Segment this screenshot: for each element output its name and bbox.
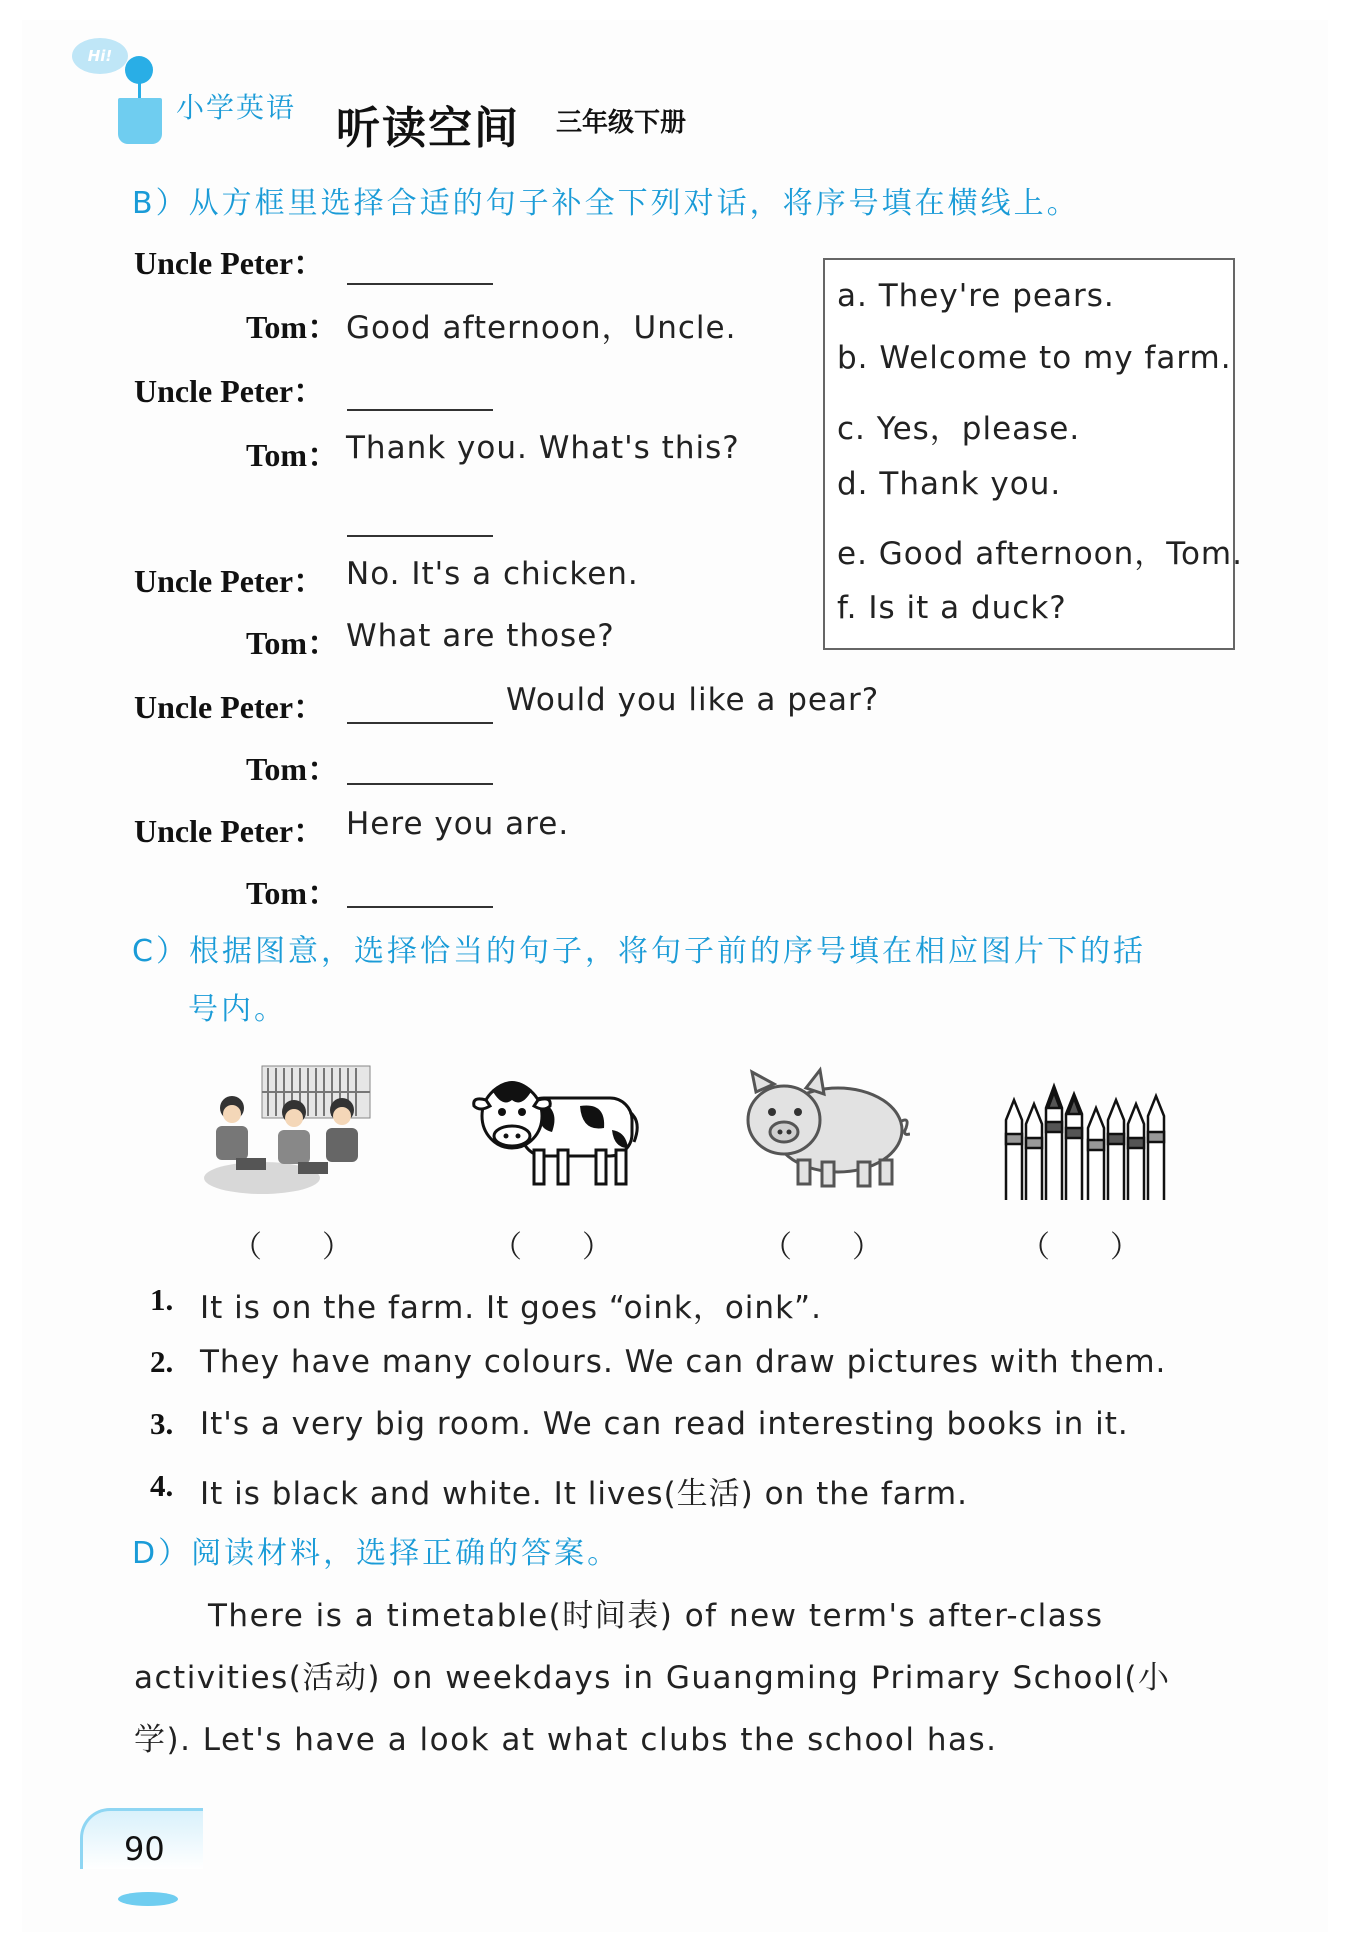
dialogue-speaker: Tom： [246, 751, 340, 787]
section-d-title: D）阅读材料，选择正确的答案。 [132, 1536, 621, 1571]
answer-parentheses[interactable]: （ ） [492, 1230, 612, 1265]
option-f: f. Is it a duck? [837, 590, 1067, 626]
options-box [823, 258, 1243, 650]
answer-blank[interactable] [347, 906, 493, 908]
section-b-title: B）从方框里选择合适的句子补全下列对话，将序号填在横线上。 [132, 186, 1080, 221]
hi-bubble-logo: Hi! [72, 38, 128, 74]
dialogue-line: No. It's a chicken. [346, 556, 639, 592]
answer-parentheses[interactable]: （ ） [762, 1230, 882, 1265]
dialogue-speaker: Uncle Peter： [134, 689, 326, 725]
section-c-title-cont: 号内。 [188, 992, 287, 1027]
option-c: c. Yes，please. [837, 411, 1081, 447]
answer-blank[interactable] [347, 535, 493, 537]
dialogue-speaker: Uncle Peter： [134, 813, 326, 849]
dialogue-line: Thank you. What's this? [346, 430, 740, 466]
page-number: 90 [124, 1830, 165, 1868]
pig-picture [740, 1050, 910, 1200]
item-number: 1. [150, 1282, 174, 1317]
answer-blank[interactable] [347, 409, 493, 411]
answer-parentheses[interactable]: （ ） [1020, 1230, 1140, 1265]
dialogue-line: Here you are. [346, 806, 570, 842]
answer-blank[interactable] [347, 783, 493, 785]
cow-picture [472, 1050, 642, 1200]
answer-blank[interactable] [347, 722, 493, 724]
option-b: b. Welcome to my farm. [837, 340, 1232, 376]
flower-pot-icon [118, 98, 162, 144]
answer-parentheses[interactable]: （ ） [232, 1230, 352, 1265]
paragraph-line: There is a timetable(时间表) of new term's after-class [208, 1598, 1104, 1634]
item-text: It is on the farm. It goes “oink，oink”. [200, 1290, 822, 1326]
dialogue-speaker: Uncle Peter： [134, 373, 326, 409]
library-picture [202, 1050, 372, 1200]
paragraph-line: activities(活动) on weekdays in Guangming Primary School(小 [134, 1660, 1171, 1696]
option-d: d. Thank you. [837, 466, 1062, 502]
dialogue-speaker: Uncle Peter： [134, 245, 326, 281]
dialogue-speaker: Tom： [246, 625, 340, 661]
dialogue-line: What are those? [346, 618, 615, 654]
section-c-title: C）根据图意，选择恰当的句子，将句子前的序号填在相应图片下的括 [132, 934, 1146, 969]
dialogue-speaker: Uncle Peter： [134, 563, 326, 599]
grade-label: 三年级下册 [556, 108, 687, 138]
series-name: 小学英语 [176, 91, 297, 124]
answer-blank[interactable] [347, 283, 493, 285]
crayons-picture [1000, 1050, 1170, 1200]
dialogue-line: Good afternoon，Uncle. [346, 310, 737, 346]
dialogue-speaker: Tom： [246, 309, 340, 345]
dialogue-line: Would you like a pear? [506, 682, 880, 718]
option-e: e. Good afternoon，Tom. [837, 536, 1243, 572]
item-number: 4. [150, 1468, 174, 1503]
dialogue-speaker: Tom： [246, 875, 340, 911]
item-text: It's a very big room. We can read interesting books in it. [200, 1406, 1129, 1442]
paragraph-line: 学). Let's have a look at what clubs the school has. [134, 1722, 998, 1758]
option-a: a. They're pears. [837, 278, 1115, 314]
item-number: 2. [150, 1344, 174, 1379]
page-tab-stand-icon [118, 1892, 178, 1906]
dialogue-speaker: Tom： [246, 437, 340, 473]
item-text: They have many colours. We can draw pictures with them. [200, 1344, 1167, 1380]
book-title: 听读空间 [336, 103, 520, 154]
flower-icon [125, 56, 153, 84]
item-number: 3. [150, 1406, 174, 1441]
item-text: It is black and white. It lives(生活) on the farm. [200, 1476, 968, 1512]
